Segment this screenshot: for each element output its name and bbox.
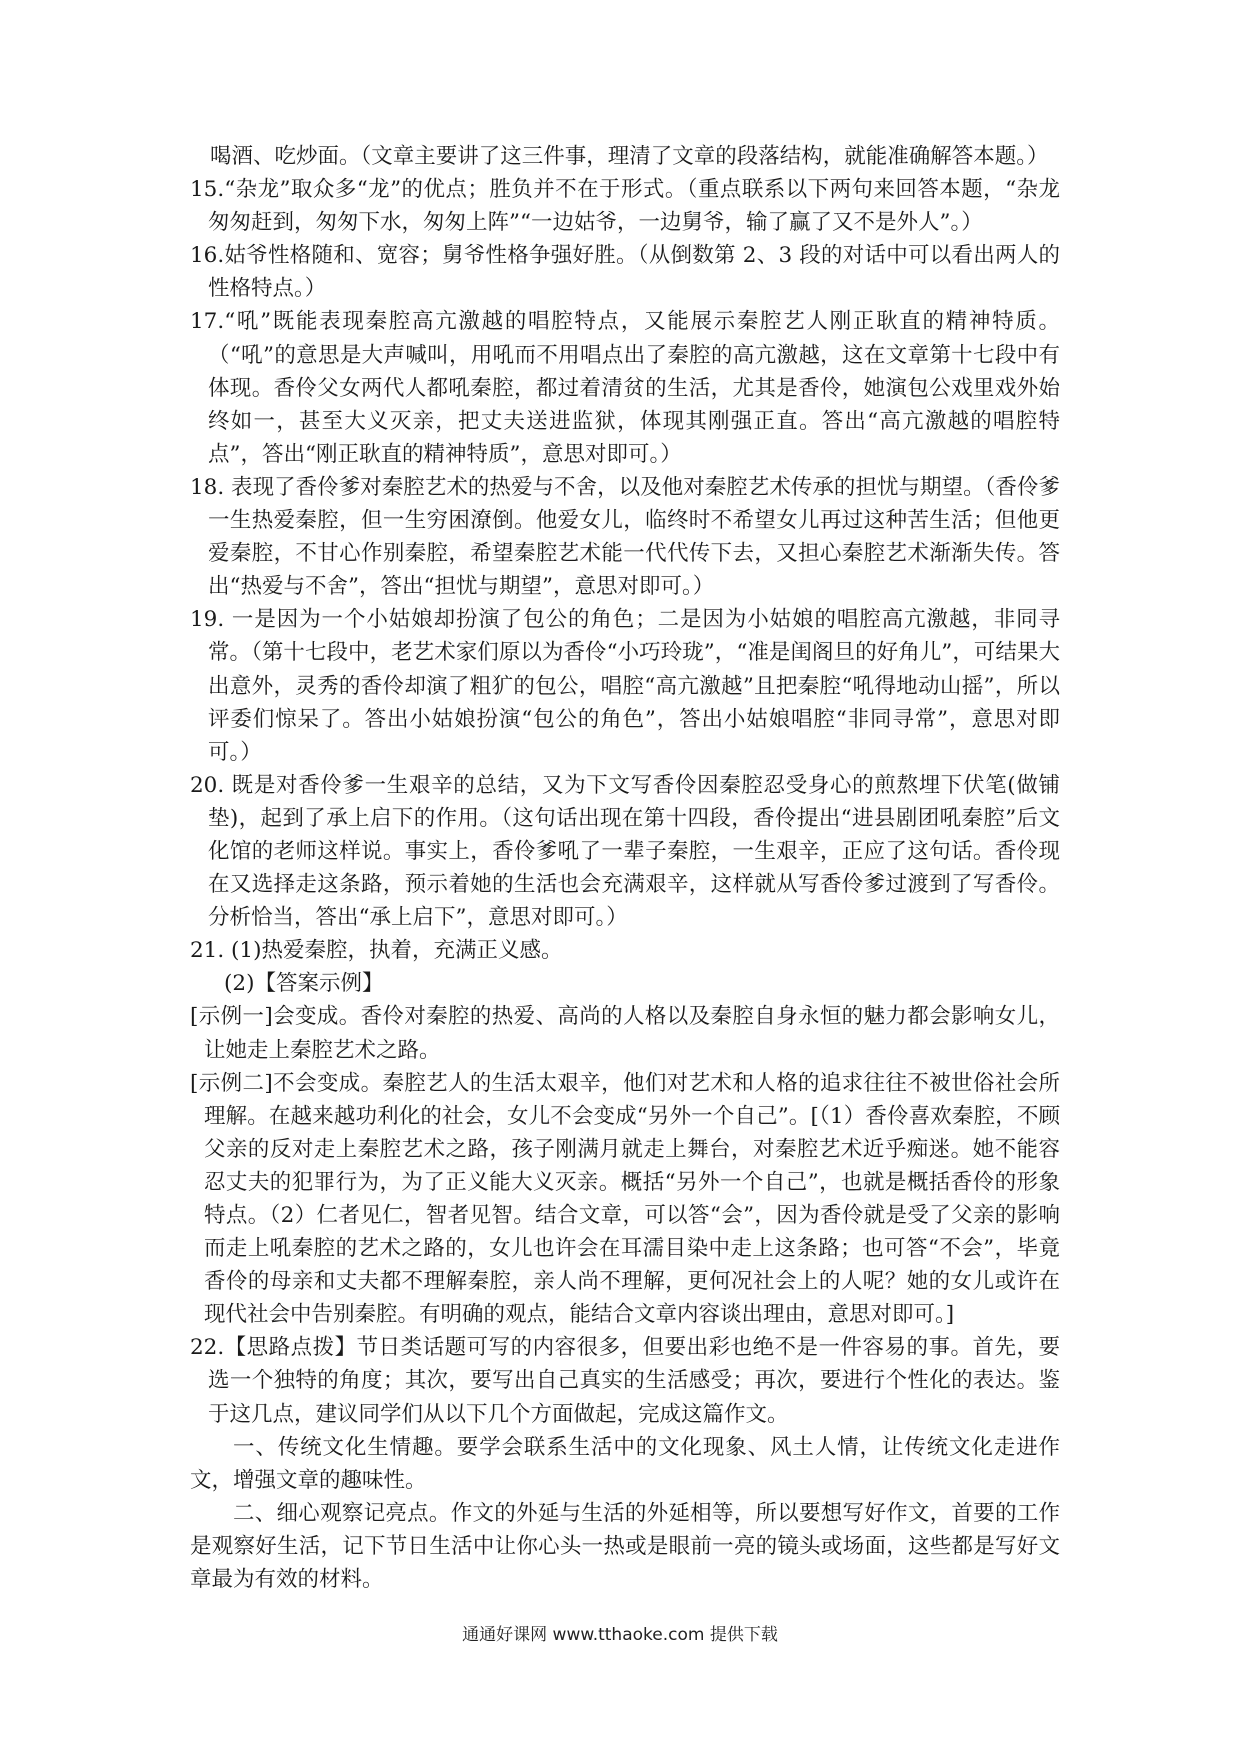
answer-15: 15.“杂龙”取众多“龙”的优点；胜负并不在于形式。（重点联系以下两句来回答本题，“杂龙匆匆赶到，匆匆下水，匆匆上阵”“一边姑爷，一边舅爷，输了赢了又不是外人”。） <box>190 177 1060 236</box>
page-footer: 通通好课网 www.tthaoke.com 提供下载 <box>462 1625 778 1645</box>
answer-17: 17.“吼”既能表现秦腔高亢激越的唱腔特点，又能展示秦腔艺人刚正耿直的精神特质。（“吼”的意思是大声喊叫，用吼而不用唱点出了秦腔的高亢激越，这在文章第十七段中有体现。香伶父女两代人都吼秦腔，都过着清贫的生活，尤其是香伶，她演包公戏里戏外始终如一，甚至大义灭亲，把丈夫送进监狱，体现其刚强正直。答出“高亢激越的唱腔特点”，答出“刚正耿直的精神特质”，意思对即可。） <box>190 309 1060 467</box>
answer-18: 18. 表现了香伶爹对秦腔艺术的热爱与不舍，以及他对秦腔艺术传承的担忧与期望。（香伶爹一生热爱秦腔，但一生穷困潦倒。他爱女儿，临终时不希望女儿再过这种苦生活；但他更爱秦腔，不甘心作别秦腔，希望秦腔艺术能一代代传下去，又担心秦腔艺术渐渐失传。答出“热爱与不舍”，答出“担忧与期望”，意思对即可。） <box>190 474 1060 600</box>
answer-content <box>190 140 1060 1596</box>
answer-16: 16.姑爷性格随和、宽容；舅爷性格争强好胜。（从倒数第 2、3 段的对话中可以看出两人的性格特点。） <box>190 243 1060 302</box>
line-continuation: 喝酒、吃炒面。（文章主要讲了这三件事，理清了文章的段落结构，就能准确解答本题。） <box>210 144 1049 169</box>
example-one: [示例一]会变成。香伶对秦腔的热爱、高尚的人格以及秦腔自身永恒的魅力都会影响女儿，让她走上秦腔艺术之路。 <box>190 1004 1060 1063</box>
answer-20: 20. 既是对香伶爹一生艰辛的总结，又为下文写香伶因秦腔忍受身心的煎熬埋下伏笔(做铺垫)，起到了承上启下的作用。（这句话出现在第十四段，香伶提出“进县剧团吼秦腔”后文化馆的老师这样说。事实上，香伶爹吼了一辈子秦腔，一生艰辛，正应了这句话。香伶现在又选择走这条路，预示着她的生活也会充满艰辛，这样就从写香伶爹过渡到了写香伶。分析恰当，答出“承上启下”，意思对即可。） <box>190 772 1060 931</box>
answer-21-part-2-heading: (2)【答案示例】 <box>224 971 384 997</box>
example-two: [示例二]不会变成。秦腔艺人的生活太艰辛，他们对艺术和人格的追求往往不被世俗社会所理解。在越来越功利化的社会，女儿不会变成“另外一个自己”。[（1）香伶喜欢秦腔，不顾父亲的反对走上秦腔艺术之路，孩子刚满月就走上舞台，对秦腔艺术近乎痴迷。她不能容忍丈夫的犯罪行为，为了正义能大义灭亲。概括“另外一个自己”，也就是概括香伶的形象特点。（2）仁者见仁，智者见智。结合文章，可以答“会”，因为香伶就是受了父亲的影响而走上吼秦腔的艺术之路的，女儿也许会在耳濡目染中走上这条路；也可答“不会”，毕竟香伶的母亲和丈夫都不理解秦腔，亲人尚不理解，更何况社会上的人呢？她的女儿或许在现代社会中告别秦腔。有明确的观点，能结合文章内容谈出理由，意思对即可。] <box>190 1070 1060 1328</box>
writing-tip-1: 一、传统文化生情趣。要学会联系生活中的文化现象、风土人情，让传统文化走进作文，增强文章的趣味性。 <box>190 1434 1060 1493</box>
answer-19: 19. 一是因为一个小姑娘却扮演了包公的角色；二是因为小姑娘的唱腔高亢激越，非同寻常。（第十七段中，老艺术家们原以为香伶“小巧玲珑”，“准是闺阁旦的好角儿”，可结果大出意外，灵秀的香伶却演了粗犷的包公，唱腔“高亢激越”且把秦腔“吼得地动山摇”，所以评委们惊呆了。答出小姑娘扮演“包公的角色”，答出小姑娘唱腔“非同寻常”，意思对即可。） <box>190 607 1060 765</box>
answer-22: 22.【思路点拨】节日类话题可写的内容很多，但要出彩也绝不是一件容易的事。首先，要选一个独特的角度；其次，要写出自己真实的生活感受；再次，要进行个性化的表达。鉴于这几点，建议同学们从以下几个方面做起，完成这篇作文。 <box>190 1335 1060 1427</box>
answer-21-part-1: 21. (1)热爱秦腔，执着，充满正义感。 <box>190 938 563 964</box>
writing-tip-2: 二、细心观察记亮点。作文的外延与生活的外延相等，所以要想写好作文，首要的工作是观察好生活，记下节日生活中让你心头一热或是眼前一亮的镜头或场面，这些都是写好文章最为有效的材料。 <box>190 1500 1060 1593</box>
